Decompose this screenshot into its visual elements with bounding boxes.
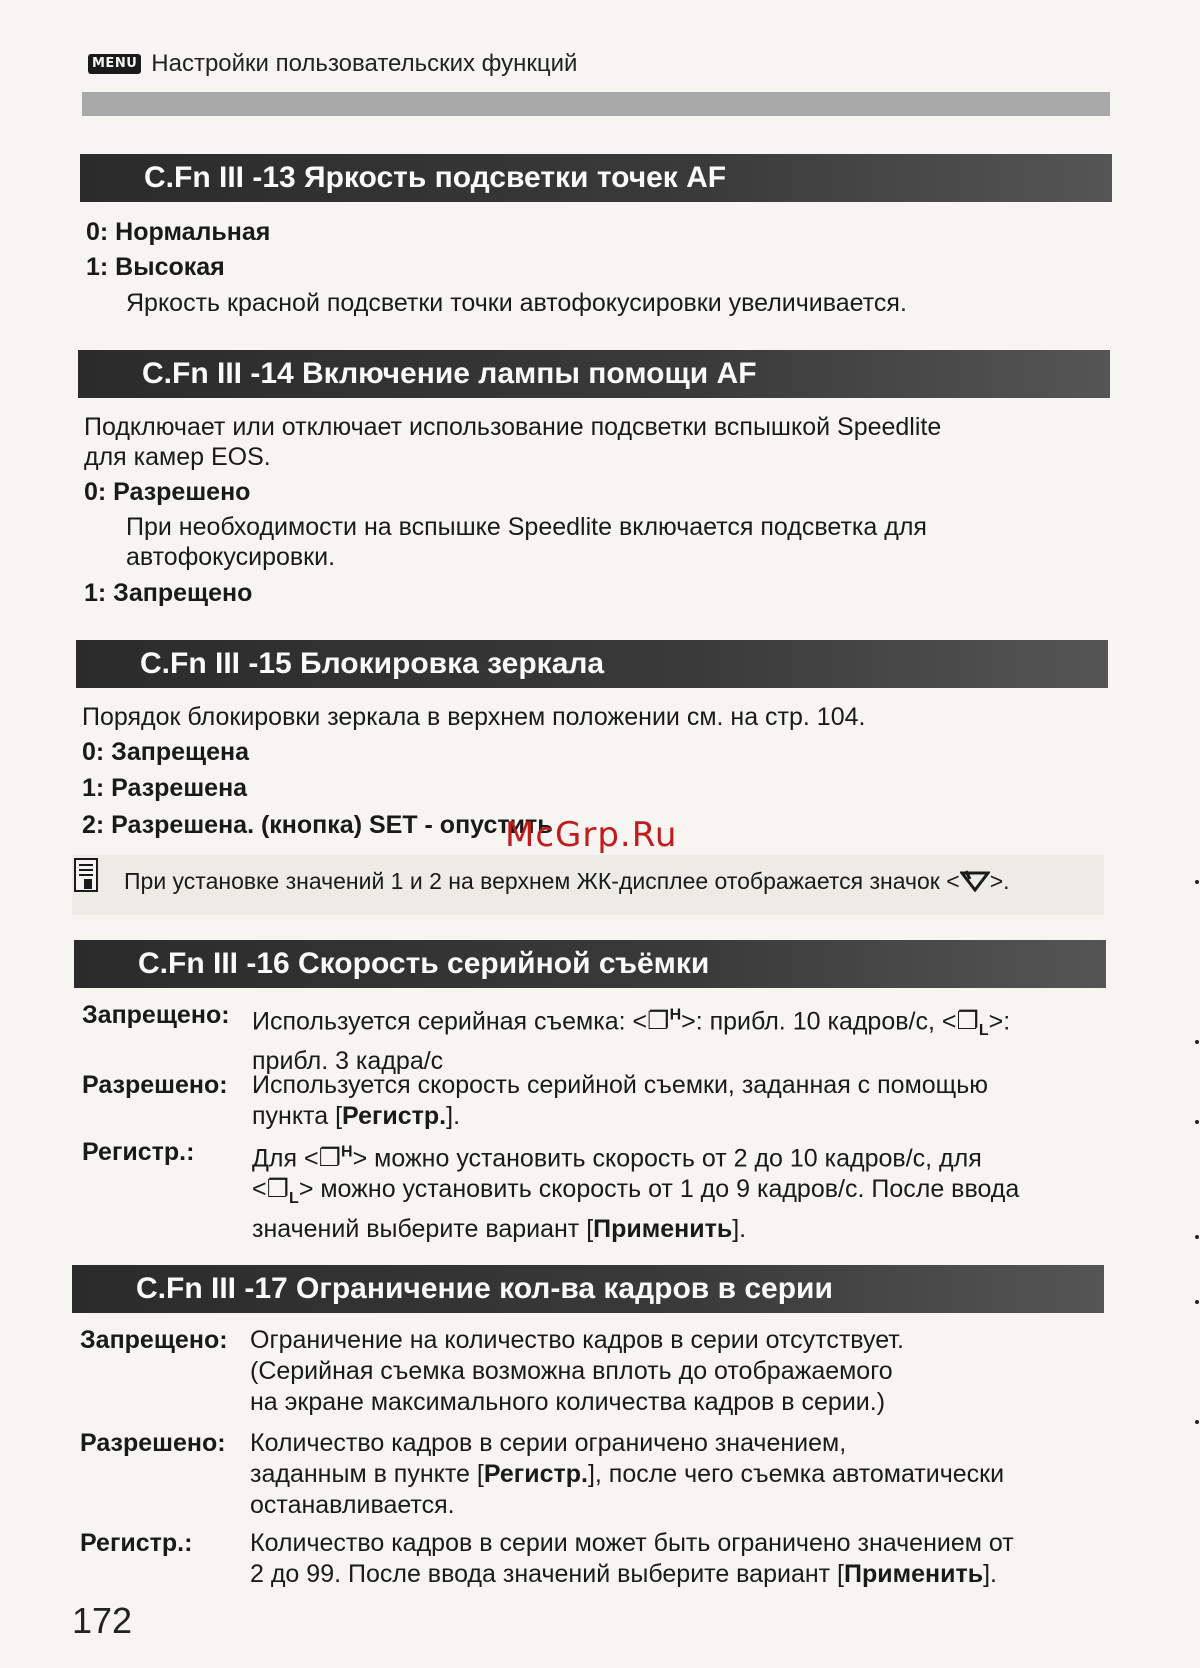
- option-0: 0: Запрещена: [82, 738, 250, 766]
- continuous-high-icon: ❐$^H$: [647, 1007, 682, 1036]
- option-0: 0: Разрешено: [84, 478, 251, 506]
- header-title: Настройки пользовательских функций: [151, 50, 578, 77]
- definition-label-enabled: Разрешено:: [80, 1429, 226, 1457]
- section-heading-17: C.Fn III -17 Ограничение кол-ва кадров в серии: [72, 1265, 1104, 1313]
- continuous-low-icon: $❐_L$: [956, 1007, 989, 1040]
- definition-label-disabled: Запрещено:: [82, 1001, 230, 1029]
- option-0-description-line1: При необходимости на вспышке Speedlite включается подсветка для: [126, 513, 927, 541]
- option-1: 1: Разрешена: [82, 774, 248, 802]
- definition-body-enabled: Количество кадров в серии ограничено значением, заданным в пункте [Регистр.], после чего съемка автоматически останавливается.: [250, 1429, 1005, 1519]
- scan-mark: [1195, 1420, 1199, 1424]
- option-1: 1: Запрещено: [84, 579, 253, 607]
- definition-label-register: Регистр.:: [80, 1529, 193, 1557]
- definition-body-disabled: Используется серийная съемка: <❐$^H$>: прибл. 10 кадров/с, $<❐_L>$: прибл. 3 кадра/с: [252, 1007, 1011, 1076]
- scan-mark: [1195, 880, 1199, 884]
- definition-body-register: Для <❐$^H$> можно установить скорость от 2 до 10 кадров/с, для $<❐_L>$ можно установить скорость от 1 до 9 кадров/с. После ввода значений выберите вариант [Применить].: [252, 1144, 1020, 1244]
- option-1: 1: Высокая: [86, 253, 225, 281]
- continuous-low-icon: $❐_L$: [266, 1175, 299, 1208]
- note-text: При установке значений 1 и 2 на верхнем ЖК-дисплее отображается значок < >.: [124, 868, 1010, 894]
- section-14-intro-line1: Подключает или отключает использование подсветки вспышкой Speedlite: [84, 413, 942, 441]
- section-heading-15: C.Fn III -15 Блокировка зеркала: [76, 640, 1108, 688]
- option-1-description: Яркость красной подсветки точки автофокусировки увеличивается.: [126, 289, 907, 317]
- header-rule: [82, 92, 1110, 116]
- menu-badge-icon: MENU: [88, 54, 141, 74]
- option-2: 2: Разрешена. (кнопка) SET - опустить: [82, 811, 553, 839]
- continuous-high-icon: ❐$^H$: [318, 1144, 353, 1173]
- definition-body-enabled: Используется скорость серийной съемки, заданная с помощью пункта [Регистр.].: [252, 1071, 988, 1130]
- section-heading-14: C.Fn III -14 Включение лампы помощи AF: [78, 350, 1110, 398]
- option-0-description-line2: автофокусировки.: [126, 543, 336, 571]
- scan-mark: [1195, 1235, 1199, 1239]
- section-15-intro: Порядок блокировки зеркала в верхнем положении см. на стр. 104.: [82, 703, 866, 731]
- section-heading-13: C.Fn III -13 Яркость подсветки точек AF: [80, 154, 1112, 202]
- note-icon: [74, 858, 98, 892]
- option-0: 0: Нормальная: [86, 218, 271, 246]
- section-14-intro-line2: для камер EOS.: [84, 443, 271, 471]
- page-number: 172: [72, 1600, 133, 1641]
- scan-mark: [1195, 1040, 1199, 1044]
- definition-label-enabled: Разрешено:: [82, 1071, 228, 1099]
- watermark: McGrp.Ru: [505, 815, 678, 855]
- scan-mark: [1195, 1300, 1199, 1304]
- scan-mark: [1195, 1120, 1199, 1124]
- definition-body-register: Количество кадров в серии может быть ограничено значением от 2 до 99. После ввода значений выберите вариант [Применить].: [250, 1529, 1014, 1588]
- section-heading-16: C.Fn III -16 Скорость серийной съёмки: [74, 940, 1106, 988]
- mirror-lockup-icon: [960, 870, 990, 892]
- definition-label-register: Регистр.:: [82, 1138, 195, 1166]
- definition-label-disabled: Запрещено:: [80, 1326, 228, 1354]
- page-header: [88, 50, 577, 78]
- definition-body-disabled: Ограничение на количество кадров в серии отсутствует. (Серийная съемка возможна вплоть до отображаемого на экране максимального количества кадров в серии.): [250, 1326, 904, 1416]
